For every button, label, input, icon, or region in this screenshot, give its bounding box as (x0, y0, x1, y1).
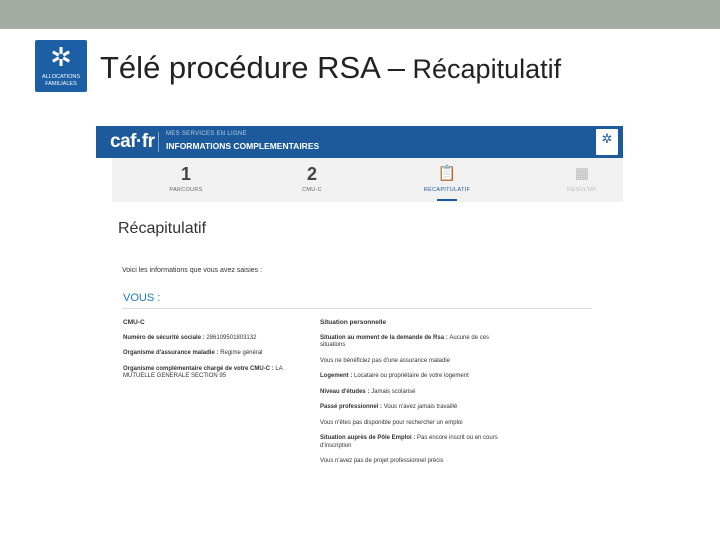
slide-top-bar (0, 0, 720, 29)
step-number: 2 (306, 164, 317, 184)
header-divider (158, 132, 159, 152)
logo-text-2: FAMILIALES (45, 81, 77, 87)
step-label: RÉSULTAT (567, 187, 597, 193)
step-recapitulatif[interactable] (397, 158, 497, 202)
clipboard-icon: 📋 (437, 165, 457, 182)
info-item (320, 435, 510, 450)
info-item (320, 458, 510, 466)
info-item (320, 389, 510, 397)
page-title: Récapitulatif (118, 220, 207, 237)
info-item (123, 335, 303, 343)
item-value: Vous n'êtes pas disponible pour rechercher un emploi (320, 419, 463, 426)
column-heading: CMU-C (123, 319, 145, 326)
slide-title-main: Télé procédure RSA – (100, 50, 406, 85)
situation-column (320, 319, 510, 474)
item-value: Vous ne bénéficiez pas d'une assurance maladie (320, 357, 450, 364)
item-label: Organisme complémentaire chargé de votre CMU-C : (123, 365, 276, 372)
info-item (320, 404, 510, 412)
item-label: Situation auprès de Pôle Emploi : (320, 435, 418, 441)
info-item (320, 335, 510, 350)
app-subtitle: MES SERVICES EN LIGNE (166, 131, 247, 137)
caf-mini-logo: ✲ (596, 129, 618, 155)
item-label: Organisme d'assurance maladie : (123, 350, 221, 356)
item-label: Niveau d'études : (320, 388, 372, 395)
item-label: Situation au moment de la demande de Rsa : (320, 334, 450, 341)
info-item (320, 420, 510, 428)
cmu-c-column (123, 319, 303, 389)
item-value: LA MUTUELLE GENERALE SECTION 95 (123, 365, 283, 379)
item-label: Logement : (320, 373, 354, 379)
section-title: INFORMATIONS COMPLEMENTAIRES (166, 141, 320, 151)
info-item (320, 358, 510, 366)
divider (122, 308, 592, 309)
info-item (320, 373, 510, 381)
item-value: Vous n'avez jamais travaillé (383, 404, 458, 410)
step-number: 1 (180, 164, 191, 184)
step-parcours[interactable] (136, 158, 236, 202)
item-label: Numéro de sécurité sociale : (123, 334, 207, 341)
item-label: Passé professionnel : (320, 404, 384, 410)
item-value: Jamais scolarisé (371, 388, 416, 395)
slide-title (100, 50, 561, 86)
step-cmu-c[interactable] (262, 158, 362, 202)
info-item (123, 350, 303, 358)
screenshot (96, 126, 623, 506)
column-heading: Situation personnelle (320, 319, 387, 326)
snowflake-icon: ✲ (50, 42, 72, 72)
logo-text-1: ALLOCATIONS (41, 74, 81, 80)
stepper (112, 158, 623, 202)
item-value: Locataire ou propriétaire de votre logement (354, 373, 469, 379)
caf-brand-link[interactable]: caf·fr (110, 131, 155, 152)
calculator-icon: ▦ (574, 165, 590, 182)
item-value: Aucune de ces situations (320, 334, 490, 348)
item-value: Vous n'avez pas de projet professionnel précis (320, 458, 444, 464)
caf-logo (35, 40, 87, 92)
intro-text: Voici les informations que vous avez saisies : (122, 267, 263, 274)
step-label: CMU-C (302, 187, 322, 193)
item-value: 286109501803132 (206, 334, 257, 341)
step-label: RÉCAPITULATIF (423, 187, 471, 193)
info-item (123, 366, 303, 381)
active-step-indicator (437, 199, 457, 201)
slide-title-small: Récapitulatif (405, 54, 562, 84)
step-label: PARCOURS (169, 187, 203, 193)
section-heading: VOUS : (123, 292, 161, 304)
item-value: Regime général (220, 350, 263, 356)
item-value: Pas encore inscrit ou en cours d'inscription (320, 435, 498, 449)
app-header (96, 126, 623, 158)
step-resultat (532, 158, 632, 202)
